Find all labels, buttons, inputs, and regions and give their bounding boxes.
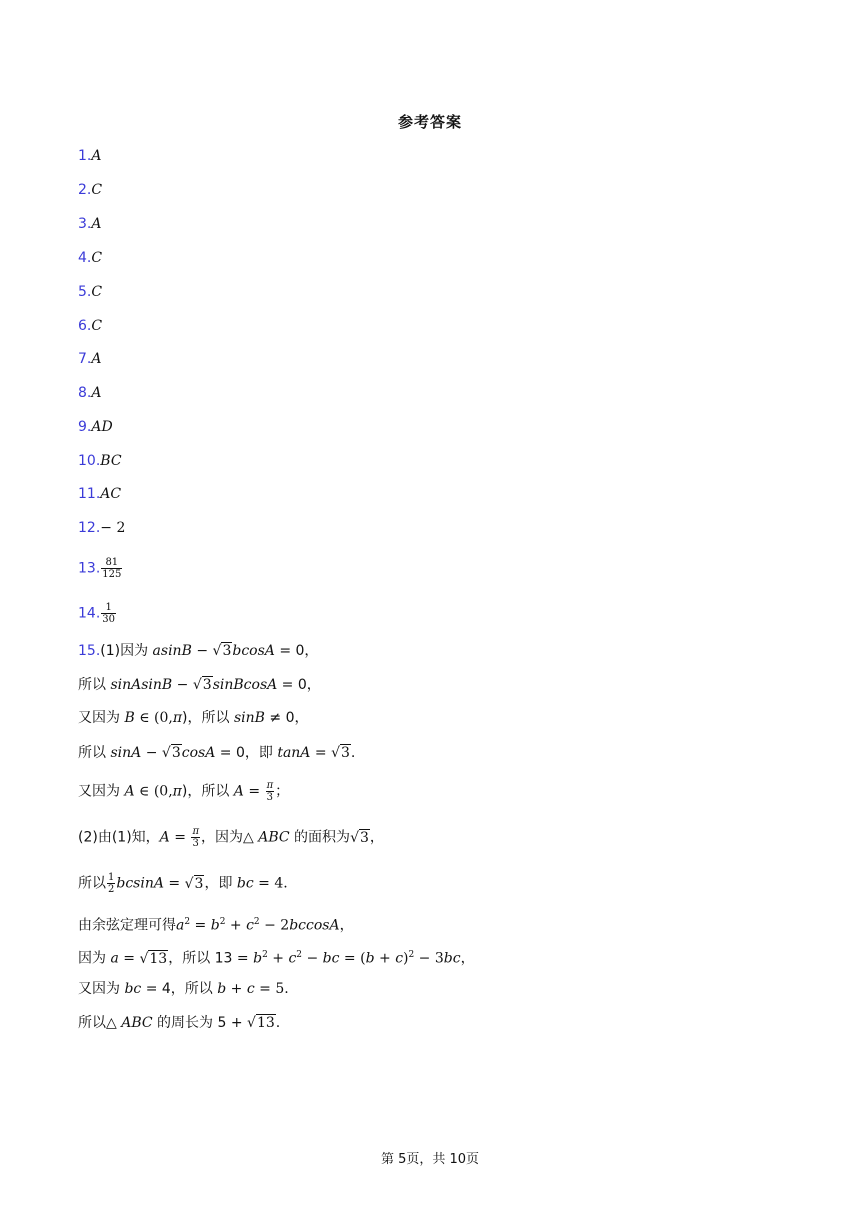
text: ，即 (204, 875, 237, 892)
math: bc (236, 875, 254, 892)
answer-value: A (91, 216, 102, 232)
question-number: 9. (78, 419, 92, 435)
fraction-numerator: π (266, 780, 274, 791)
q15-line-1 (78, 640, 318, 662)
math: b (365, 950, 375, 967)
question-number: 10. (78, 453, 101, 469)
question-number: 7. (78, 351, 92, 367)
text: ≠ 0， (264, 710, 309, 726)
answer-2 (78, 179, 102, 201)
answer-value: C (91, 182, 103, 198)
text: ，因为△ (201, 829, 259, 846)
question-number: 15. (78, 643, 101, 659)
text: ∈ (0, (134, 783, 173, 800)
superscript: 2 (408, 950, 415, 960)
text: = (163, 875, 185, 892)
fraction-numerator: 1 (101, 602, 116, 614)
text: ) (403, 950, 409, 967)
math: bc (322, 950, 340, 967)
text: 的面积为 (289, 829, 351, 846)
answer-value: A (91, 148, 102, 164)
question-number: 13. (78, 560, 101, 577)
text: )，所以 (181, 783, 234, 800)
text: ，所以 13 = (168, 950, 254, 967)
text: (1)因为 (100, 643, 153, 659)
question-number: 5. (78, 284, 92, 300)
q15-line-3 (78, 707, 308, 729)
math: A (124, 783, 135, 800)
text: = 4. (253, 875, 288, 892)
text: 的周长为 5 + (152, 1015, 248, 1031)
answer-4 (78, 247, 102, 269)
q15-line-5 (78, 780, 289, 802)
text: = 0，即 (215, 745, 278, 761)
text: − (302, 950, 323, 967)
text: 由余弦定理可得 (78, 917, 176, 934)
math: π (172, 783, 182, 800)
q15-line-8 (78, 911, 354, 933)
sqrt: √13 (247, 1015, 275, 1031)
math: bc (124, 981, 142, 997)
text: = 0， (274, 643, 319, 659)
sqrt: √3 (331, 745, 350, 761)
math: A (159, 829, 170, 846)
superscript: 2 (184, 917, 191, 927)
question-number: 4. (78, 250, 92, 266)
sqrt-arg: 13 (149, 950, 168, 967)
math: sinA (110, 745, 142, 761)
text: = (243, 783, 265, 800)
answer-14 (78, 602, 117, 624)
text: 又因为 (78, 710, 125, 726)
q15-line-7 (78, 872, 288, 894)
answer-value: C (91, 318, 103, 334)
answer-10 (78, 450, 122, 472)
math: a (176, 917, 185, 934)
question-number: 14. (78, 605, 101, 622)
math: c (246, 917, 254, 934)
answer-9 (78, 416, 113, 438)
sqrt: √3 (192, 677, 212, 693)
text: + (225, 917, 247, 934)
answer-3 (78, 213, 101, 235)
answer-value: A (91, 351, 102, 367)
answer-value: AD (91, 419, 113, 435)
fraction-denominator: 125 (102, 569, 122, 580)
math: bccosA (289, 917, 340, 934)
text: = (118, 950, 140, 967)
text: ∈ (0, (134, 710, 173, 726)
fraction (101, 557, 122, 580)
answer-6 (78, 315, 102, 337)
sqrt-arg: 3 (194, 875, 204, 892)
math: sinBcosA (212, 677, 278, 693)
answer-5 (78, 281, 102, 303)
fraction-denominator: 30 (102, 614, 115, 625)
math: b (253, 950, 263, 967)
sqrt: √3 (184, 875, 204, 892)
page-footer: 第 5页，共 10页 (380, 1152, 480, 1167)
answer-12 (78, 517, 125, 539)
superscript: 2 (253, 917, 260, 927)
answer-8 (78, 382, 101, 404)
question-number: 1. (78, 148, 92, 164)
question-number: 3. (78, 216, 92, 232)
math: c (246, 981, 255, 997)
text: = 0， (277, 677, 321, 693)
text: ， (369, 829, 384, 846)
text: − 2 (259, 917, 290, 934)
page-title: 参考答案 (397, 113, 462, 131)
math: bcsinA (116, 875, 164, 892)
math: bc (443, 950, 461, 967)
question-number: 11. (78, 486, 101, 502)
answer-value: BC (100, 453, 122, 469)
fraction (266, 780, 275, 803)
text: ； (275, 783, 290, 800)
q15-line-11 (78, 1012, 280, 1034)
sqrt: √3 (161, 745, 181, 761)
fraction-numerator: π (192, 826, 200, 837)
sqrt-arg: 3 (359, 829, 369, 846)
math: sinAsinB (110, 677, 173, 693)
answer-11 (78, 483, 121, 505)
text: 因为 (78, 950, 111, 967)
fraction-denominator: 2 (108, 884, 115, 895)
math: c (288, 950, 297, 967)
math: cosA (181, 745, 216, 761)
text: )，所以 (182, 710, 234, 726)
fraction (191, 826, 200, 849)
math: ABC (121, 1015, 153, 1031)
sqrt-arg: 3 (222, 643, 232, 659)
text: + (226, 981, 247, 997)
math: b (210, 917, 220, 934)
answer-value: C (91, 250, 103, 266)
fraction-denominator: 3 (266, 792, 274, 803)
q15-line-9 (78, 944, 475, 966)
answer-value: − 2 (100, 520, 126, 536)
text: − 3 (414, 950, 444, 967)
question-number: 2. (78, 182, 92, 198)
text: ， (460, 950, 475, 967)
fraction-numerator: 81 (101, 557, 122, 569)
math: asinB (152, 643, 192, 659)
text: 所以△ (78, 1015, 122, 1031)
math: tanA (277, 745, 311, 761)
sqrt: √3 (350, 829, 369, 846)
sqrt: √13 (139, 950, 168, 967)
math: A (233, 783, 244, 800)
text: = (310, 745, 332, 761)
text: ， (339, 917, 354, 934)
math: π (172, 710, 183, 726)
question-number: 8. (78, 385, 92, 401)
text: + (267, 950, 289, 967)
text: 又因为 (78, 783, 125, 800)
text: 所以 (78, 677, 111, 693)
superscript: 2 (219, 917, 226, 927)
question-number: 12. (78, 520, 101, 536)
answer-7 (78, 348, 101, 370)
math: b (217, 981, 227, 997)
answer-13 (78, 557, 123, 579)
q15-line-6 (78, 826, 384, 848)
sqrt-arg: 13 (256, 1015, 275, 1031)
answer-value: C (91, 284, 103, 300)
sqrt-arg: 3 (202, 677, 212, 693)
text: 又因为 (78, 981, 125, 997)
text: = (169, 829, 191, 846)
q15-line-4 (78, 742, 355, 764)
text: − (191, 643, 213, 659)
math: c (395, 950, 404, 967)
answer-value: A (91, 385, 102, 401)
math: sinB (233, 710, 265, 726)
text: 所以 (78, 875, 106, 892)
math: bcosA (232, 643, 275, 659)
question-number: 6. (78, 318, 92, 334)
text: = 4，所以 (141, 981, 218, 997)
fraction-denominator: 3 (192, 838, 199, 849)
math: a (110, 950, 119, 967)
text: − (172, 677, 193, 693)
superscript: 2 (262, 950, 268, 960)
text: (2)由(1)知， (78, 829, 160, 846)
text: = ( (339, 950, 366, 967)
q15-line-10 (78, 978, 289, 1000)
fraction (101, 602, 116, 625)
text: = (190, 917, 211, 934)
superscript: 2 (296, 950, 303, 960)
text: . (275, 1015, 281, 1031)
text: − (141, 745, 162, 761)
sqrt-arg: 3 (340, 745, 350, 761)
sqrt-arg: 3 (171, 745, 181, 761)
sqrt: √3 (212, 643, 232, 659)
text: + (374, 950, 396, 967)
q15-line-2 (78, 674, 321, 696)
text: . (350, 745, 356, 761)
math: B (124, 710, 135, 726)
answer-1 (78, 145, 101, 167)
text: = 5. (254, 981, 289, 997)
fraction (107, 872, 115, 895)
math: ABC (258, 829, 290, 846)
text: 所以 (78, 745, 111, 761)
answer-value: AC (100, 486, 122, 502)
fraction-numerator: 1 (108, 872, 115, 883)
